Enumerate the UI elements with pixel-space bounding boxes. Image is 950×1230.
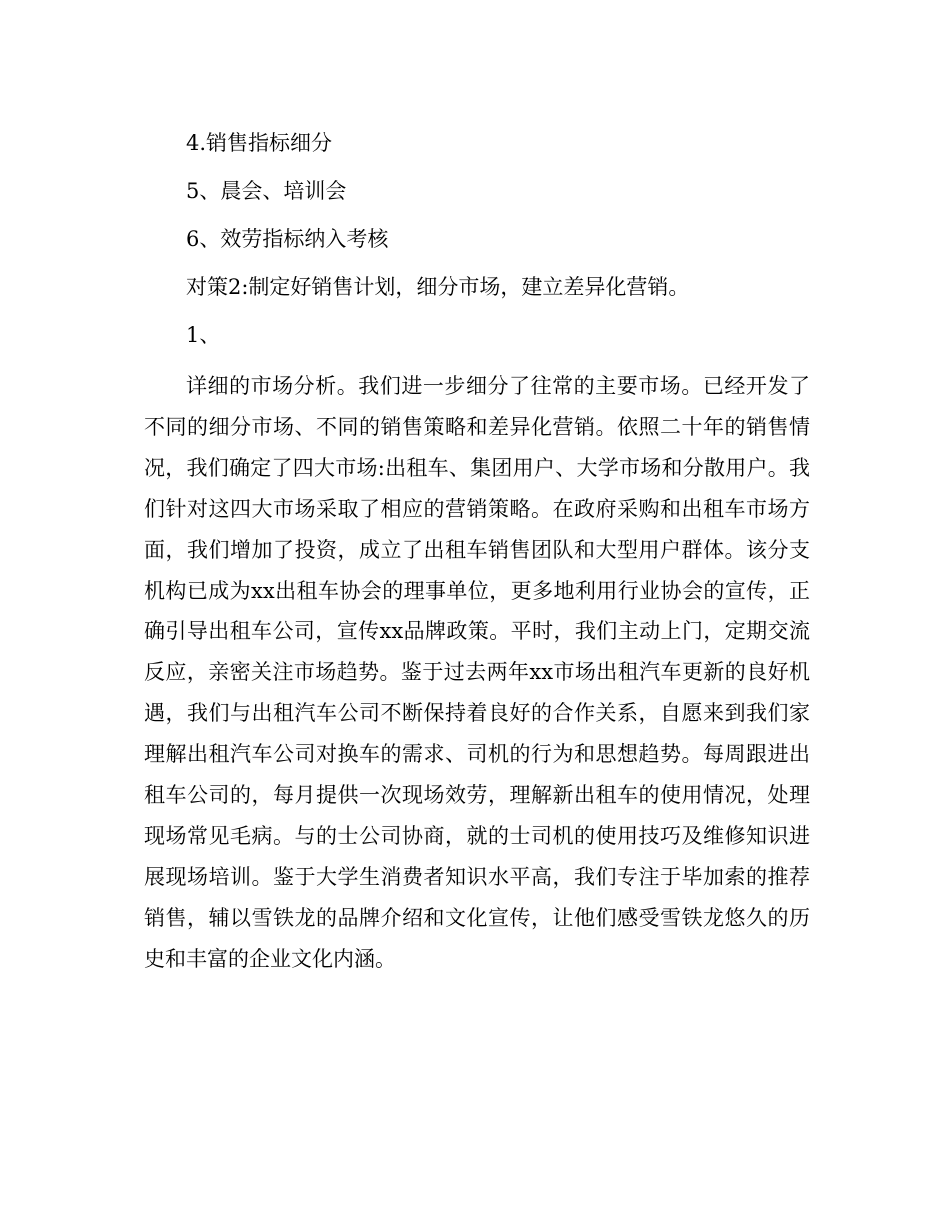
document-body — [144, 126, 810, 980]
sub-item-number: 1、 — [186, 323, 221, 347]
list-item-4: 4.销售指标细分 — [186, 131, 333, 155]
list-item-6: 6、效劳指标纳入考核 — [186, 227, 389, 251]
list-item-5: 5、晨会、培训会 — [186, 179, 347, 203]
strategy-heading: 对策2:制定好销售计划，细分市场，建立差异化营销。 — [186, 275, 690, 299]
body-paragraph: 详细的市场分析。我们进一步细分了往常的主要市场。已经开发了不同的细分市场、不同的销售策略和差异化营销。依照二十年的销售情况，我们确定了四大市场:出租车、集团用户、大学市场和分散用户。我们针对这四大市场采取了相应的营销策略。在政府采购和出租车市场方面，我们增加了投资，成立了出租车销售团队和大型用户群体。该分支机构已成为xx出租车协会的理事单位，更多地利用行业协会的宣传，正确引导出租车公司，宣传xx品牌政策。平时，我们主动上门，定期交流反应，亲密关注市场趋势。鉴于过去两年xx市场出租汽车更新的良好机遇，我们与出租汽车公司不断保持着良好的合作关系，自愿来到我们家理解出租汽车公司对换车的需求、司机的行为和思想趋势。每周跟进出租车公司的，每月提供一次现场效劳，理解新出租车的使用情况，处理现场常见毛病。与的士公司协商，就的士司机的使用技巧及维修知识进展现场培训。鉴于大学生消费者知识水平高，我们专注于毕加索的推荐销售，辅以雪铁龙的品牌介绍和文化宣传，让他们感受雪铁龙悠久的历史和丰富的企业文化内涵。 — [144, 374, 810, 971]
